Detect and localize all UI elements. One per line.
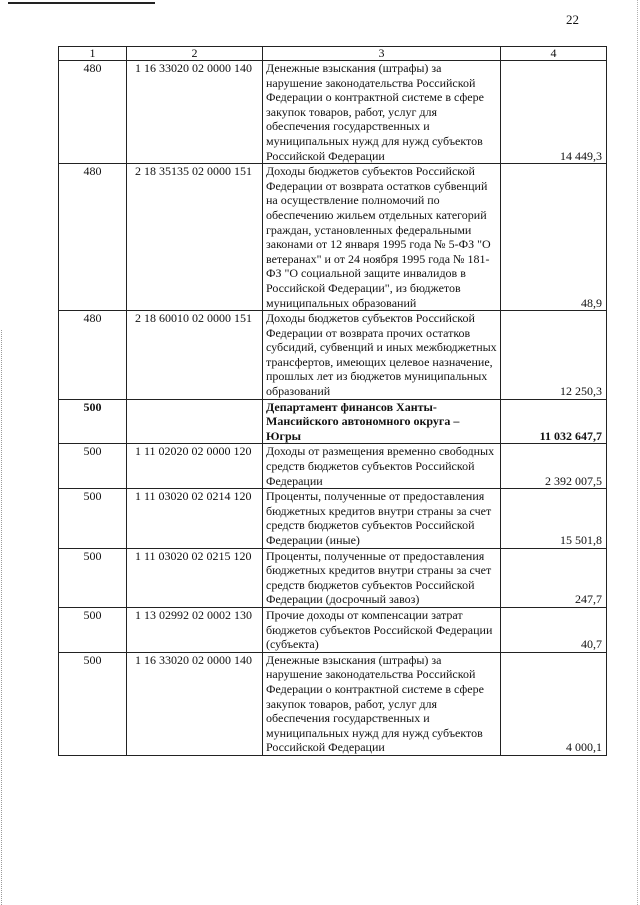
top-divider-line xyxy=(8,2,155,4)
amount-cell: 247,7 xyxy=(501,548,607,607)
budget-code-cell xyxy=(127,399,263,444)
budget-code-cell: 1 13 02992 02 0002 130 xyxy=(127,607,263,652)
amount-cell: 12 250,3 xyxy=(501,311,607,400)
column-header-1: 1 xyxy=(59,47,127,61)
table-row xyxy=(59,548,607,607)
column-header-3: 3 xyxy=(263,47,501,61)
scan-edge-left xyxy=(1,330,2,905)
table-row xyxy=(59,399,607,444)
table-row xyxy=(59,164,607,311)
column-header-4: 4 xyxy=(501,47,607,61)
table-row xyxy=(59,489,607,548)
table-header-row xyxy=(59,47,607,61)
budget-code-cell: 1 11 02020 02 0000 120 xyxy=(127,444,263,489)
admin-code-cell: 500 xyxy=(59,548,127,607)
admin-code-cell: 480 xyxy=(59,311,127,400)
table-row xyxy=(59,311,607,400)
amount-cell: 11 032 647,7 xyxy=(501,399,607,444)
revenue-name-cell: Денежные взыскания (штрафы) за нарушение законодательства Российской Федерации о контрактной системе в сфере закупок товаров, работ, услуг для обеспечения государственных и муниципальных нужд для нужд субъектов Российской Федерации xyxy=(263,61,501,164)
budget-code-cell: 1 11 03020 02 0214 120 xyxy=(127,489,263,548)
revenue-name-cell: Доходы бюджетов субъектов Российской Федерации от возврата остатков субвенций на осуществление полномочий по обеспечению жильем отдельных категорий граждан, установленных федеральными законами от 12 января 1995 года № 5-ФЗ "О ветеранах" и от 24 ноября 1995 года № 181-ФЗ "О социальной защите инвалидов в Российской Федерации", из бюджетов муниципальных образований xyxy=(263,164,501,311)
revenue-name-cell: Прочие доходы от компенсации затрат бюджетов субъектов Российской Федерации (субъекта) xyxy=(263,607,501,652)
table-row xyxy=(59,444,607,489)
budget-code-cell: 2 18 60010 02 0000 151 xyxy=(127,311,263,400)
revenue-name-cell: Проценты, полученные от предоставления бюджетных кредитов внутри страны за счет средств бюджетов субъектов Российской Федерации (досрочный завоз) xyxy=(263,548,501,607)
amount-cell: 40,7 xyxy=(501,607,607,652)
admin-code-cell: 500 xyxy=(59,489,127,548)
amount-cell: 14 449,3 xyxy=(501,61,607,164)
revenue-name-cell: Доходы от размещения временно свободных средств бюджетов субъектов Российской Федерации xyxy=(263,444,501,489)
page-number: 22 xyxy=(566,12,579,27)
amount-cell: 4 000,1 xyxy=(501,652,607,755)
scan-edge-right xyxy=(637,0,638,905)
budget-code-cell: 1 11 03020 02 0215 120 xyxy=(127,548,263,607)
revenue-name-cell: Денежные взыскания (штрафы) за нарушение законодательства Российской Федерации о контрактной системе в сфере закупок товаров, работ, услуг для обеспечения государственных и муниципальных нужд для нужд субъектов Российской Федерации xyxy=(263,652,501,755)
budget-code-cell: 1 16 33020 02 0000 140 xyxy=(127,61,263,164)
budget-code-cell: 1 16 33020 02 0000 140 xyxy=(127,652,263,755)
admin-code-cell: 480 xyxy=(59,164,127,311)
amount-cell: 15 501,8 xyxy=(501,489,607,548)
revenue-name-cell: Департамент финансов Ханты-Мансийского автономного округа – Югры xyxy=(263,399,501,444)
admin-code-cell: 500 xyxy=(59,607,127,652)
admin-code-cell: 500 xyxy=(59,399,127,444)
revenue-table xyxy=(58,46,607,756)
table-row xyxy=(59,652,607,755)
admin-code-cell: 480 xyxy=(59,61,127,164)
column-header-2: 2 xyxy=(127,47,263,61)
revenue-name-cell: Проценты, полученные от предоставления бюджетных кредитов внутри страны за счет средств бюджетов субъектов Российской Федерации (иные) xyxy=(263,489,501,548)
table-row xyxy=(59,61,607,164)
amount-cell: 48,9 xyxy=(501,164,607,311)
admin-code-cell: 500 xyxy=(59,444,127,489)
budget-code-cell: 2 18 35135 02 0000 151 xyxy=(127,164,263,311)
amount-cell: 2 392 007,5 xyxy=(501,444,607,489)
table-row xyxy=(59,607,607,652)
revenue-name-cell: Доходы бюджетов субъектов Российской Федерации от возврата прочих остатков субсидий, субвенций и иных межбюджетных трансфертов, имеющих целевое назначение, прошлых лет из бюджетов муниципальных образований xyxy=(263,311,501,400)
admin-code-cell: 500 xyxy=(59,652,127,755)
